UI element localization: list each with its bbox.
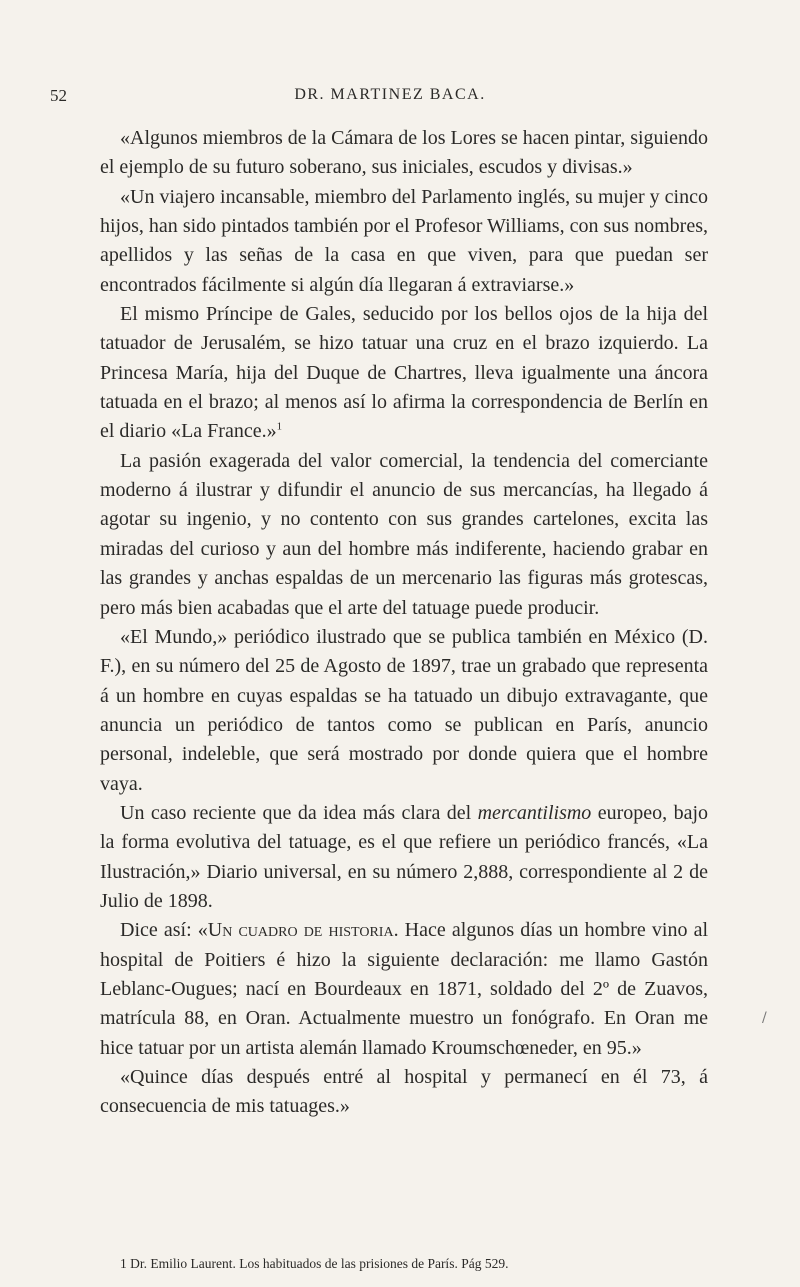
margin-mark: / <box>762 1010 767 1026</box>
italic-term: mercantilismo <box>477 801 592 824</box>
running-head: DR. MARTINEZ BACA. <box>294 86 486 103</box>
paragraph-6-text-b: europeo, bajo la forma evolutiva del tatuage, es el que refiere un periódico francés, «La Ilustración,» Diario universal, en su número 2,888, correspondiente al 2 de Julio de 1898. <box>100 801 708 912</box>
paragraph-7-text-a: Dice así: « <box>120 919 208 942</box>
page-number: 52 <box>50 86 67 105</box>
body-text <box>100 124 708 1122</box>
paragraph-7 <box>100 916 708 1063</box>
paragraph-3-text: El mismo Príncipe de Gales, seducido por los bellos ojos de la hija del tatuador de Jerusalém, se hizo tatuar una cruz en el brazo izquierdo. La Princesa María, hija del Duque de Chartres, lleva igualmente una áncora tatuada en el brazo; al menos así lo afirma la correspondencia de Berlín en el diario «La France.» <box>100 303 708 443</box>
paragraph-4: La pasión exagerada del valor comercial, la tendencia del comerciante moderno á ilustrar y difundir el anuncio de sus mercancías, ha llegado á agotar su ingenio, y no contento con sus grandes cartelones, excita las miradas del curioso y aun del hombre más indiferente, haciendo grabar en las grandes y anchas espaldas de un mercenario las figuras más grotescas, pero más bien acabadas que el arte del tatuage puede producir. <box>100 449 708 619</box>
page-header <box>50 80 730 110</box>
footnote: 1 Dr. Emilio Laurent. Los habituados de las prisiones de París. Pág 529. <box>120 1256 509 1271</box>
smallcaps-heading: Un cuadro de historia <box>207 919 394 942</box>
paragraph-1: «Algunos miembros de la Cámara de los Lores se hacen pintar, siguiendo el ejemplo de su futuro soberano, sus iniciales, escudos y divisas.» <box>100 127 708 179</box>
paragraph-8: «Quince días después entré al hospital y permanecí en él 73, á consecuencia de mis tatuages.» <box>100 1066 708 1118</box>
paragraph-5: «El Mundo,» periódico ilustrado que se publica también en México (D. F.), en su número del 25 de Agosto de 1897, trae un grabado que representa á un hombre en cuyas espaldas se ha tatuado un dibujo extravagante, que anuncia un periódico de tantos como se publican en París, anuncio personal, indeleble, que será mostrado por donde quiera que el hombre vaya. <box>100 625 708 795</box>
paragraph-6-text-a: Un caso reciente que da idea más clara del <box>120 801 478 824</box>
footnote-reference: 1 <box>276 420 283 433</box>
paragraph-6 <box>100 799 708 916</box>
paragraph-2: «Un viajero incansable, miembro del Parlamento inglés, su mujer y cinco hijos, han sido pintados también por el Profesor Williams, con sus nombres, apellidos y las señas de la casa en que viven, para que puedan ser encontrados fácilmente si algún día llegaran á extraviarse.» <box>100 185 708 296</box>
paragraph-3 <box>100 300 708 447</box>
paragraph-7-text-b: . Hace algunos días un hombre vino al hospital de Poitiers é hizo la siguiente declaración: me llamo Gastón Leblanc-Ougues; nací en Bourdeaux en 1871, soldado del 2º de Zuavos, matrícula 88, en Oran. Actualmente muestro un fonógrafo. En Oran me hice tatuar por un artista alemán llamado Kroumschœneder, en 95.» <box>100 919 709 1059</box>
